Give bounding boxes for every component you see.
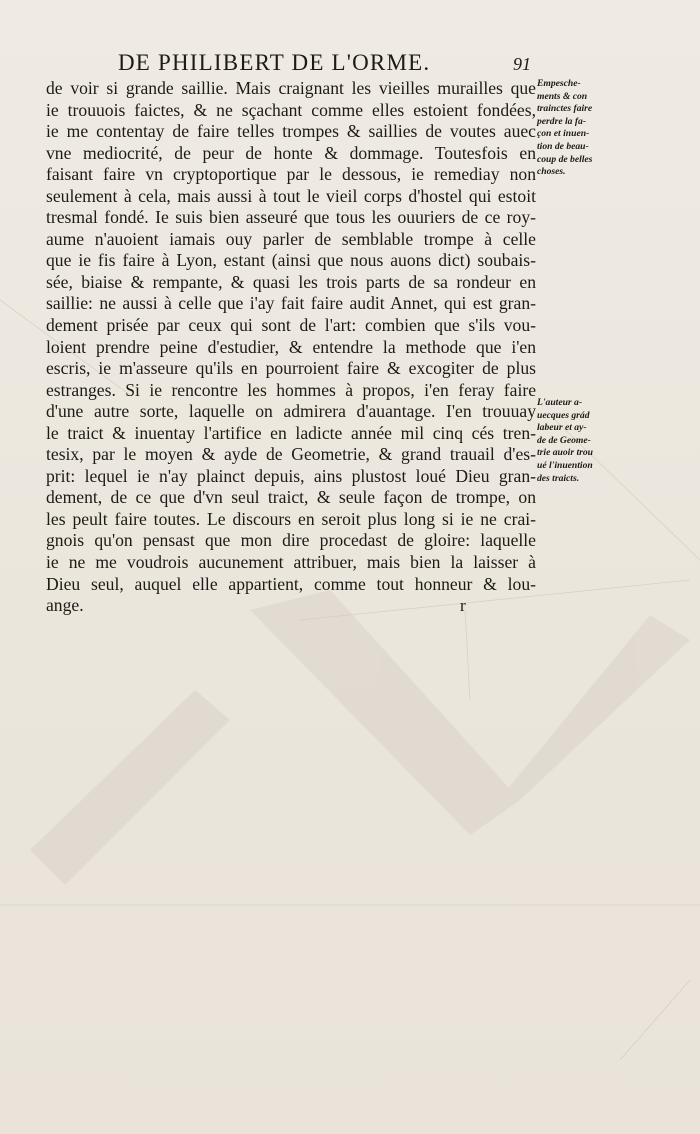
marginal-note-line: de de Geome- <box>537 434 591 446</box>
text-line: saillie: ne aussi à celle que i'ay fait faire audit Annet, qui est gran- <box>46 293 536 314</box>
text-line: seulement à cela, mais aussi à tout le vieil corps d'hostel qui estoit <box>46 185 536 206</box>
text-line: les peult faire toutes. Le discours en seroit plus long si ie ne crai- <box>46 508 536 529</box>
text-line: vne mediocrité, de peur de honte & dommage. Toutesfois en <box>46 142 536 163</box>
page-number: 91 <box>513 54 531 74</box>
marginal-note-line: choses. <box>537 166 566 178</box>
marginal-note-line: trie auoir trou <box>537 447 593 459</box>
text-line: que ie fis faire à Lyon, estant (ainsi que nous auons dict) soubais- <box>46 250 536 271</box>
marginal-note-line: tion de beau- <box>537 140 589 152</box>
text-line: escris, ie m'asseure qu'ils en pourroient faire & excogiter de plus <box>46 358 536 379</box>
marginal-note-line: perdre la fa- <box>537 115 587 127</box>
text-line: ie me contentay de faire telles trompes & saillies de voutes auec <box>46 121 536 142</box>
text-line: loient prendre peine d'estudier, & entendre la methode que i'en <box>46 336 536 357</box>
text-line: tesix, par le moyen & ayde de Geometrie, & grand trauail d'es- <box>46 444 536 465</box>
text-line: ange. <box>46 595 84 616</box>
marginal-note-line: labeur et ay- <box>537 422 587 434</box>
marginal-note-line: ué l'inuention <box>537 459 593 471</box>
signature-mark: r <box>460 596 466 615</box>
text-line: prit: lequel ie n'ay plainct depuis, ains plustost loué Dieu gran- <box>46 465 536 486</box>
text-line: tresmal fondé. Ie suis bien asseuré que tous les ouuriers de ce roy- <box>46 207 536 228</box>
marginal-note <box>537 78 609 179</box>
body-text <box>46 78 536 617</box>
text-line: le traict & inuentay l'artifice en ladicte année mil cinq cés tren- <box>46 422 536 443</box>
text-line: Dieu seul, auquel elle appartient, comme tout honneur & lou- <box>46 573 536 594</box>
marginal-note-line: L'auteur a- <box>537 397 583 408</box>
marginal-note-line: çon et inuen- <box>537 128 590 140</box>
marginal-note <box>537 397 609 485</box>
text-line: dement prisée par ceux qui sont de l'art: combien que s'ils vou- <box>46 315 536 336</box>
text-line: aume n'auoient iamais ouy parler de semblable trompe à celle <box>46 228 536 249</box>
text-line: ie ne me voudrois aucunement attribuer, mais bien la laisser à <box>46 552 536 573</box>
marginal-note-line: uecques grád <box>537 409 590 421</box>
marginal-note-line: Empesche- <box>537 78 581 89</box>
text-line: de voir si grande saillie. Mais craignant les vieilles murailles que <box>46 78 536 98</box>
text-line: estranges. Si ie rencontre les hommes à propos, i'en feray faire <box>46 379 536 400</box>
marginal-note-line: ments & con <box>537 90 588 102</box>
marginal-note-line: coup de belles <box>537 153 593 165</box>
marginal-note-line: trainctes faire <box>537 103 593 115</box>
text-line: dement, de ce que d'vn seul traict, & seule façon de trompe, on <box>46 487 536 508</box>
marginal-note-line: des traicts. <box>537 472 580 484</box>
text-line: sée, biaise & rempante, & quasi les trois parts de sa rondeur en <box>46 271 536 292</box>
text-line: gnois qu'on pensast que mon dire procedast de gloire: laquelle <box>46 530 536 551</box>
text-line: d'une autre sorte, laquelle on admirera d'auantage. I'en trouuay <box>46 401 536 422</box>
running-title: DE PHILIBERT DE L'ORME. <box>118 50 431 75</box>
text-line: ie trouuois faictes, & ne sçachant comme elles estoient fondées, <box>46 99 536 120</box>
text-line: faisant faire vn cryptoportique par le dessous, ie remediay non <box>46 164 536 185</box>
